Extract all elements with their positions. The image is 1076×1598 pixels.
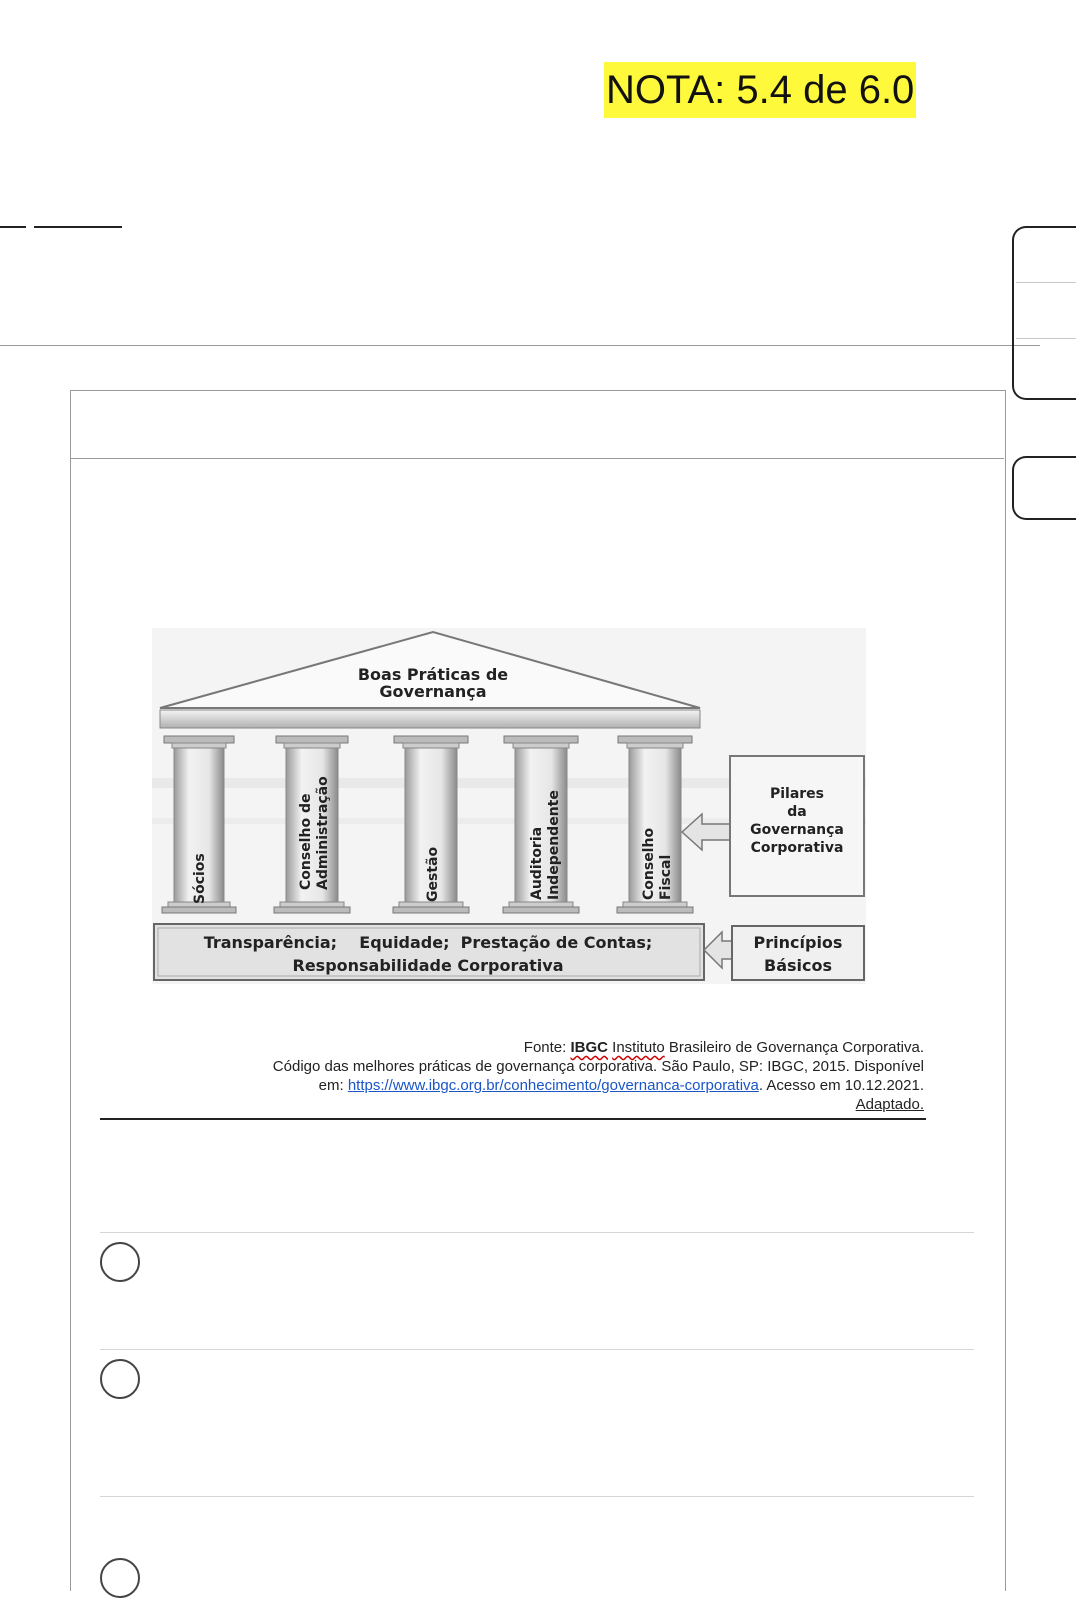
grade-badge: NOTA: 5.4 de 6.0 bbox=[604, 62, 916, 118]
pillars-box-line: da bbox=[787, 804, 807, 820]
pillars-box-line: Corporativa bbox=[750, 840, 844, 856]
pillars-box-line: Governança bbox=[750, 822, 844, 838]
option-divider bbox=[100, 1349, 974, 1350]
roof-beam bbox=[160, 710, 700, 728]
source-link[interactable]: https://www.ibgc.org.br/conhecimento/governanca-corporativa bbox=[347, 1077, 759, 1094]
side-panel[interactable] bbox=[1012, 226, 1076, 400]
figure-source bbox=[100, 1038, 924, 1114]
pillar-label: Conselho de bbox=[298, 793, 314, 890]
pillar-label: Auditoria bbox=[529, 826, 545, 900]
source-ibgc: IBGC bbox=[570, 1039, 608, 1056]
roof-title-line2: Governança bbox=[379, 682, 487, 701]
pillar-label: Gestão bbox=[425, 846, 441, 902]
question-card bbox=[70, 390, 1006, 1591]
option-divider bbox=[100, 1496, 974, 1497]
source-adapted: Adaptado. bbox=[855, 1096, 924, 1113]
section-divider bbox=[0, 345, 1040, 346]
pillars-box-line: Pilares bbox=[769, 786, 825, 802]
side-button[interactable] bbox=[1012, 456, 1076, 520]
source-line1: Brasileiro de Governança Corporativa. bbox=[664, 1039, 924, 1056]
header-rule-right bbox=[34, 226, 122, 228]
answer-option-radio[interactable] bbox=[100, 1359, 140, 1399]
question-card-header-divider bbox=[71, 458, 1004, 459]
side-panel-divider bbox=[1016, 338, 1076, 339]
answer-option-radio[interactable] bbox=[100, 1558, 140, 1598]
source-line3-prefix: em: bbox=[318, 1077, 348, 1094]
header-rule-left bbox=[0, 226, 26, 228]
principles-box-line: Princípios bbox=[753, 933, 843, 952]
base-line1: Transparência; Equidade; Prestação de Contas; bbox=[203, 933, 653, 952]
roof-title-line1: Boas Práticas de bbox=[357, 665, 509, 684]
source-divider bbox=[100, 1118, 926, 1120]
source-line3-suffix: . Acesso em 10.12.2021. bbox=[758, 1077, 924, 1094]
pillar-label: Fiscal bbox=[658, 854, 674, 900]
pillar-label: Administração bbox=[315, 776, 331, 890]
option-divider bbox=[100, 1232, 974, 1233]
source-prefix: Fonte: bbox=[523, 1039, 571, 1056]
pillar-label: Independente bbox=[546, 790, 562, 900]
answer-option-radio[interactable] bbox=[100, 1242, 140, 1282]
pillar-label: Conselho bbox=[641, 827, 657, 900]
source-line2: Código das melhores práticas de governança corporativa. São Paulo, SP: IBGC, 2015. Disponível bbox=[272, 1058, 924, 1075]
side-panel-divider bbox=[1016, 282, 1076, 283]
source-instituto: Instituto bbox=[612, 1039, 665, 1056]
pillar-label: Sócios bbox=[192, 853, 208, 904]
principles-box-line: Básicos bbox=[764, 956, 832, 975]
base-line2: Responsabilidade Corporativa bbox=[292, 956, 564, 975]
governance-temple-figure bbox=[152, 628, 866, 984]
